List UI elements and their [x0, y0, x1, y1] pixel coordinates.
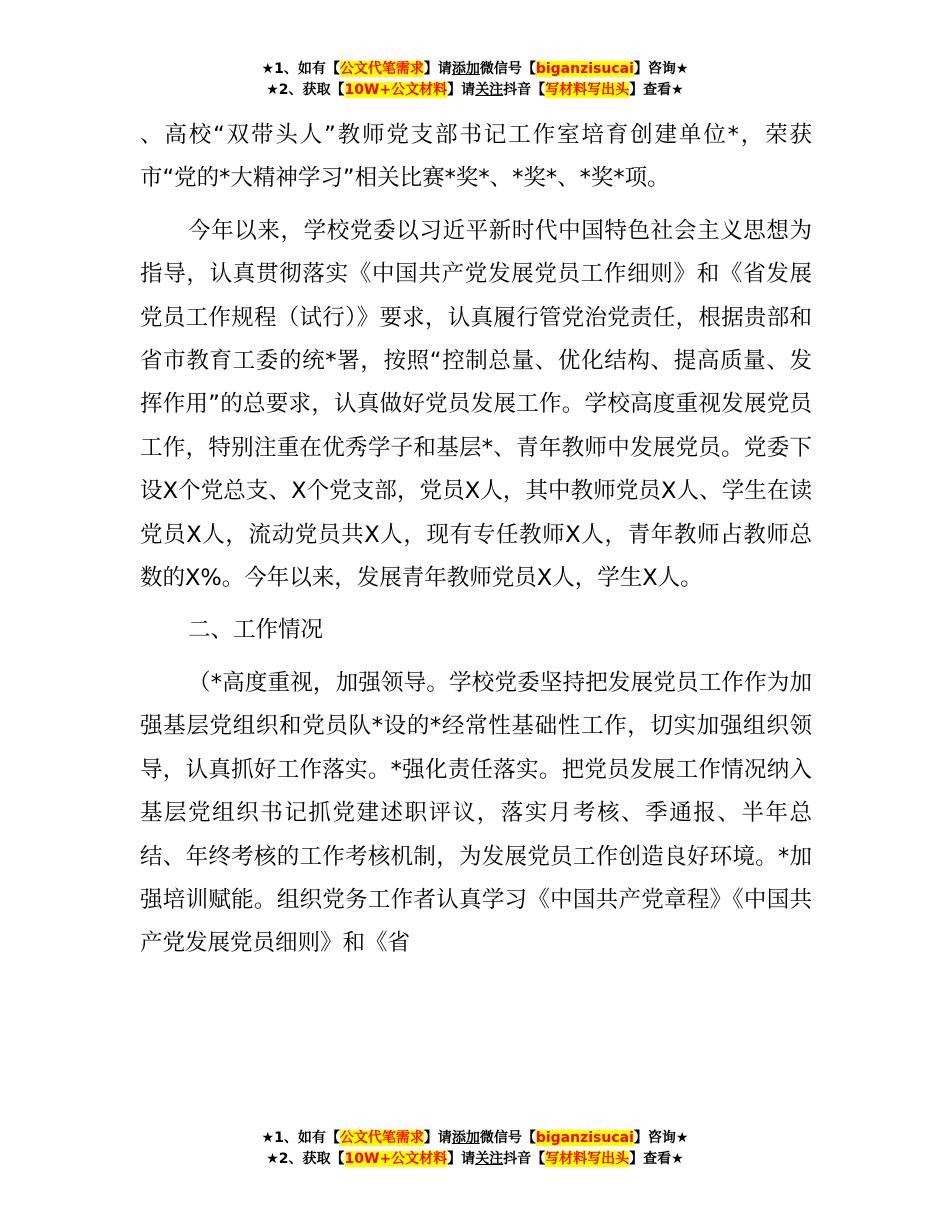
- highlight-text: 公文代笔需求: [339, 1130, 424, 1146]
- banner-text: ★2、获取【: [266, 82, 345, 98]
- paragraph-2: 今年以来，学校党委以习近平新时代中国特色社会主义思想为指导，认真贯彻落实《中国共产党发展党员工作细则》和《省发展党员工作规程（试行）》要求，认真履行管党治党责任，根据贵部和省市教育工委的统*署，按照“控制总量、优化结构、提高质量、发挥作用”的总要求，认真做好党员发展工作。学校高度重视发展党员工作，特别注重在优秀学子和基层*、青年教师中发展党员。党委下设X个党总支、X个党支部，党员X人，其中教师党员X人、学生在读党员X人，流动党员共X人，现有专任教师X人，青年教师占教师总数的X%。今年以来，发展青年教师党员X人，学生X人。: [140, 217, 812, 592]
- footer-banner: [0, 1128, 950, 1170]
- banner-line-1: [0, 1128, 950, 1149]
- banner-text: 】查看★: [629, 1151, 684, 1167]
- document-body: [140, 114, 812, 975]
- highlight-text: biganzisucai: [535, 61, 634, 77]
- header-banner: [0, 59, 950, 101]
- banner-text: ★1、如有【: [261, 1130, 340, 1146]
- banner-text: 】请: [423, 1130, 452, 1146]
- highlight-text: biganzisucai: [535, 1130, 634, 1146]
- highlight-text: 10W+公文材料: [344, 1151, 448, 1167]
- banner-text: ★1、如有【: [261, 61, 340, 77]
- highlight-text: 公文代笔需求: [339, 61, 424, 77]
- highlight-text: 10W+公文材料: [344, 82, 448, 98]
- paragraph-1: 、高校“双带头人”教师党支部书记工作室培育创建单位*，荣获市“党的*大精神学习”相关比赛*奖*、*奖*、*奖*项。: [140, 122, 812, 192]
- banner-text: 微信号【: [479, 1130, 536, 1146]
- banner-text: 】查看★: [629, 82, 684, 98]
- underlined-text: 关注: [475, 82, 504, 98]
- highlight-text: 写材料写出头: [545, 82, 630, 98]
- banner-text: 】请: [447, 82, 476, 98]
- banner-line-1: [0, 59, 950, 80]
- paragraph-3: （*高度重视，加强领导。学校党委坚持把发展党员工作作为加强基层党组织和党员队*设的*经常性基础性工作，切实加强组织领导，认真抓好工作落实。*强化责任落实。把党员发展工作情况纳入基层党组织书记抓党建述职评议，落实月考核、季通报、半年总结、年终考核的工作考核机制，为发展党员工作创造良好环境。*加强培训赋能。组织党务工作者认真学习《中国共产党章程》《中国共产党发展党员细则》和《省: [140, 669, 812, 957]
- banner-text: 微信号【: [479, 61, 536, 77]
- underlined-text: 添加: [451, 61, 480, 77]
- banner-text: 抖音【: [503, 1151, 546, 1167]
- banner-text: ★2、获取【: [266, 1151, 345, 1167]
- banner-text: 】请: [423, 61, 452, 77]
- banner-text: 】咨询★: [633, 1130, 689, 1146]
- banner-line-2: [0, 1149, 950, 1170]
- highlight-text: 写材料写出头: [545, 1151, 630, 1167]
- underlined-text: 关注: [475, 1151, 504, 1167]
- section-heading: 二、工作情况: [188, 617, 324, 644]
- banner-text: 】咨询★: [633, 61, 689, 77]
- banner-text: 抖音【: [503, 82, 546, 98]
- banner-text: 】请: [447, 1151, 476, 1167]
- banner-line-2: [0, 80, 950, 101]
- underlined-text: 添加: [451, 1130, 480, 1146]
